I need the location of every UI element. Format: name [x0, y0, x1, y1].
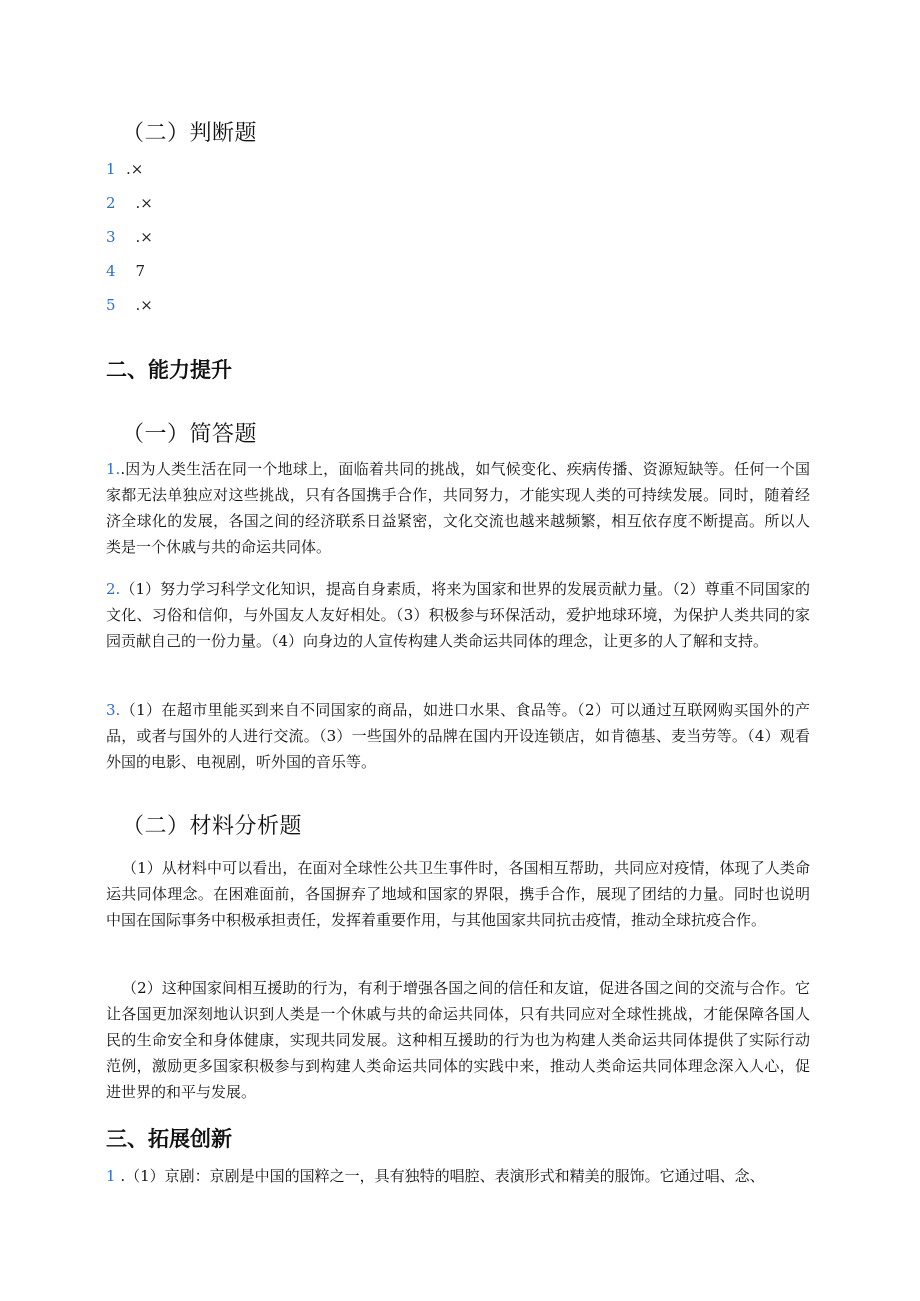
judgment-item-5 — [106, 296, 153, 314]
answer-text: （1）在超市里能买到来自不同国家的商品，如进口水果、食品等。（2）可以通过互联网购买国外的产品，或者与国外的人进行交流。（3）一些国外的品牌在国内开设连锁店，如肯德基、麦当劳等。（4）观看外国的电影、电视剧，听外国的音乐等。 — [106, 701, 810, 771]
judgment-item-1 — [106, 160, 143, 178]
item-answer: .× — [126, 296, 153, 314]
short-answer-2 — [106, 576, 810, 654]
item-answer: 7 — [126, 262, 146, 280]
item-number: 1. — [106, 460, 121, 478]
expand-answer-1 — [106, 1163, 810, 1189]
material-answer-1: （1）从材料中可以看出，在面对全球性公共卫生事件时，各国相互帮助，共同应对疫情，体现了人类命运共同体理念。在困难面前，各国摒弃了地域和国家的界限，携手合作，展现了团结的力量。同时也说明中国在国际事务中积极承担责任，发挥着重要作用，与其他国家共同抗击疫情，推动全球抗疫合作。 — [106, 859, 810, 929]
short-answer-3 — [106, 697, 810, 775]
answer-text: （1）努力学习科学文化知识，提高自身素质，将来为国家和世界的发展贡献力量。（2）尊重不同国家的文化、习俗和信仰，与外国友人友好相处。（3）积极参与环保活动，爱护地球环境，为保护人类共同的家园贡献自己的一份力量。（4）向身边的人宣传构建人类命运共同体的理念，让更多的人了解和支持。 — [106, 580, 810, 650]
item-answer: .× — [126, 228, 153, 246]
answer-text: .因为人类生活在同一个地球上，面临着共同的挑战，如气候变化、疾病传播、资源短缺等。任何一个国家都无法单独应对这些挑战，只有各国携手合作，共同努力，才能实现人类的可持续发展。同时，随着经济全球化的发展，各国之间的经济联系日益紧密，文化交流也越来越频繁，相互依存度不断提高。所以人类是一个休戚与共的命运共同体。 — [106, 460, 810, 556]
short-answer-heading: （一）简答题 — [122, 422, 258, 447]
item-number: 2. — [106, 580, 121, 598]
item-number: 1 — [106, 1167, 116, 1185]
item-number: 3. — [106, 701, 121, 719]
ability-heading: 二、能力提升 — [106, 358, 232, 382]
judgment-item-2 — [106, 194, 153, 212]
item-number: 3 — [106, 228, 116, 246]
answer-text: .（1）京剧：京剧是中国的国粹之一，具有独特的唱腔、表演形式和精美的服饰。它通过唱、念、 — [115, 1167, 765, 1185]
item-number: 4 — [106, 262, 116, 280]
item-number: 1 — [106, 160, 116, 178]
expand-heading: 三、拓展创新 — [106, 1127, 232, 1151]
short-answer-1 — [106, 456, 810, 560]
item-number: 5 — [106, 296, 116, 314]
item-number: 2 — [106, 194, 116, 212]
judgment-heading: （二）判断题 — [122, 121, 258, 146]
judgment-item-3 — [106, 228, 153, 246]
material-analysis-heading: （二）材料分析题 — [122, 814, 303, 839]
item-answer: .× — [126, 160, 144, 178]
judgment-item-4 — [106, 262, 145, 280]
item-answer: .× — [126, 194, 153, 212]
material-answer-2: （2）这种国家间相互援助的行为，有利于增强各国之间的信任和友谊，促进各国之间的交流与合作。它让各国更加深刻地认识到人类是一个休戚与共的命运共同体，只有共同应对全球性挑战，才能保障各国人民的生命安全和身体健康，实现共同发展。这种相互援助的行为也为构建人类命运共同体提供了实际行动范例，激励更多国家积极参与到构建人类命运共同体的实践中来，推动人类命运共同体理念深入人心，促进世界的和平与发展。 — [106, 979, 810, 1101]
